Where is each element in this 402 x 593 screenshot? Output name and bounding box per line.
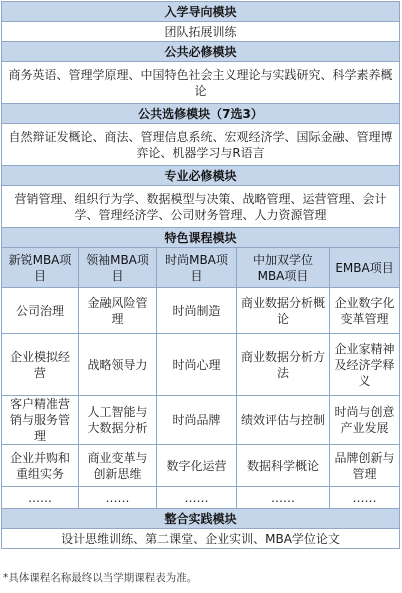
- course-cell: 公司治理: [2, 288, 79, 334]
- course-cell: 人工智能与大数据分析: [79, 396, 157, 445]
- course-cell: 商业数据分析概论: [237, 288, 330, 334]
- group-header-lingxiu: 领袖MBA项目: [79, 248, 157, 288]
- public-required-content: 商务英语、管理学原理、中国特色社会主义理论与实践研究、科学素养概论: [2, 62, 400, 104]
- ellipsis-cell: ……: [157, 487, 237, 509]
- table-row: [2, 487, 400, 509]
- major-required-content: 营销管理、组织行为学、数据模型与决策、战略管理、运营管理、会计学、管理经济学、公司财务管理、人力资源管理: [2, 186, 400, 228]
- course-cell: 企业模拟经营: [2, 334, 79, 396]
- group-header-shishang: 时尚MBA项目: [157, 248, 237, 288]
- course-cell: 时尚与创意产业发展: [330, 396, 400, 445]
- admission-module-title: 入学导向模块: [2, 2, 400, 22]
- course-cell: 数字化运营: [157, 445, 237, 487]
- ellipsis-cell: ……: [330, 487, 400, 509]
- course-cell: 时尚品牌: [157, 396, 237, 445]
- admission-module-content: 团队拓展训练: [2, 22, 400, 42]
- course-cell: 企业数字化变革管理: [330, 288, 400, 334]
- table-row: [2, 334, 400, 396]
- course-cell: 品牌创新与管理: [330, 445, 400, 487]
- public-elective-content: 自然辩证发概论、商法、管理信息系统、宏观经济学、国际金融、管理博弈论、机器学习与R语言: [2, 124, 400, 166]
- ellipsis-cell: ……: [79, 487, 157, 509]
- course-cell: 企业家精神及经济学释义: [330, 334, 400, 396]
- course-cell: 企业并购和重组实务: [2, 445, 79, 487]
- group-header-zhongjia: 中加双学位MBA项目: [237, 248, 330, 288]
- ellipsis-cell: ……: [237, 487, 330, 509]
- footnote: *具体课程名称最终以当学期课程表为准。: [3, 572, 198, 584]
- featured-module-title: 特色课程模块: [2, 228, 400, 248]
- curriculum-table: [1, 1, 400, 549]
- group-header-xinrui: 新锐MBA项目: [2, 248, 79, 288]
- course-cell: 客户精准营销与服务管理: [2, 396, 79, 445]
- course-cell: 数据科学概论: [237, 445, 330, 487]
- public-elective-title: 公共选修模块（7选3）: [2, 104, 400, 124]
- course-cell: 战略领导力: [79, 334, 157, 396]
- table-row: [2, 396, 400, 445]
- integration-module-content: 设计思维训练、第二课堂、企业实训、MBA学位论文: [2, 529, 400, 549]
- ellipsis-cell: ……: [2, 487, 79, 509]
- major-required-title: 专业必修模块: [2, 166, 400, 186]
- course-cell: 商业数据分析方法: [237, 334, 330, 396]
- course-cell: 绩效评估与控制: [237, 396, 330, 445]
- course-cell: 时尚心理: [157, 334, 237, 396]
- course-cell: 时尚制造: [157, 288, 237, 334]
- table-row: [2, 288, 400, 334]
- table-row: [2, 445, 400, 487]
- public-required-title: 公共必修模块: [2, 42, 400, 62]
- course-cell: 商业变革与创新思维: [79, 445, 157, 487]
- group-header-emba: EMBA项目: [330, 248, 400, 288]
- course-cell: 金融风险管理: [79, 288, 157, 334]
- integration-module-title: 整合实践模块: [2, 509, 400, 529]
